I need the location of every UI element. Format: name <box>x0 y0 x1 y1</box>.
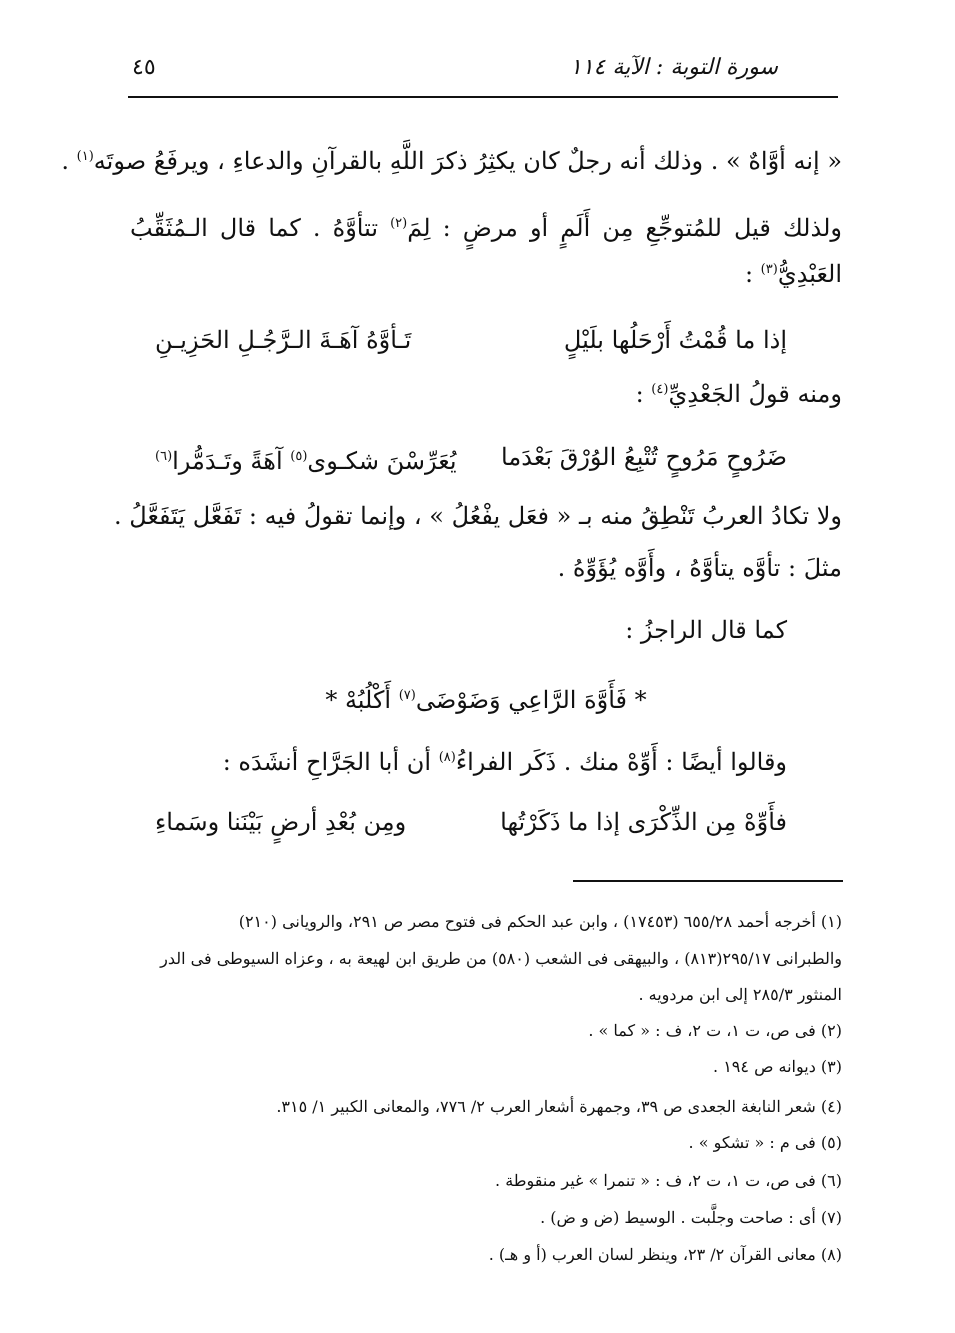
footnote: (٨) معانى القرآن ٢/ ٢٣، وينظر لسان العرب (أ و هـ) . <box>488 1245 842 1264</box>
footnote: (٤) شعر النابغة الجعدى ص ٣٩، وجمهرة أشعار العرب ٢/ ٧٧٦، والمعانى الكبير ١/ ٣١٥. <box>276 1097 842 1116</box>
footnote-ref: (٧) <box>398 688 416 703</box>
footnote: المنثور ٢٨٥/٣ إلى ابن مردويه . <box>638 985 842 1004</box>
footnote-ref: (٦) <box>155 449 173 464</box>
footnote-ref: (١) <box>76 149 94 164</box>
footnote: (٥) فى م : « تشكو » . <box>688 1133 842 1152</box>
body-line-5: ومنه قولُ الجَعْدِيِّ$^{(٤)}$ : <box>635 380 842 408</box>
verse-hemistich-first: ضَرُوحٍ مَرُوحٍ تُتْبِعُ الوُرْقَ بَعْدَما <box>501 443 787 471</box>
body-line-1: « إنه أوَّاهٌ » . وذلك أنه رجلٌ كان يكثِرُ ذكرَ اللَّهِ بالقرآنِ والدعاءِ ، ويرفَعُ صوتَه$^{(١)}$ . <box>61 147 842 175</box>
footnote: (٢) فى ص، ت ١، ت ٢، ف : « كما » . <box>588 1021 842 1040</box>
page-number: ٤٥ <box>132 55 156 80</box>
footnote: (٦) فى ص، ت ١، ت ٢، ف : « تنمرا » غير منقوطة . <box>495 1171 842 1190</box>
header-rule <box>128 96 838 98</box>
footnote-ref: (٢) <box>390 216 408 231</box>
footnote-ref: (٣) <box>760 262 778 277</box>
verse-hemistich-first: فأَوِّهْ مِن الذِّكْرَى إذا ما ذَكَرْتُها <box>500 808 787 836</box>
footnote-ref: (٥) <box>290 449 308 464</box>
running-header <box>128 55 838 89</box>
footnote-ref: (٤) <box>651 382 669 397</box>
footnote: (١) أخرجه أحمد ٦٥٥/٢٨ (١٧٤٥٣) ، وابن عبد الحكم فى فتوح مصر ص ٢٩١، والرويانى (٢١٠) <box>238 912 842 931</box>
body-line-3: العَبْدِيُّ$^{(٣)}$ : <box>744 260 842 288</box>
verse-hemistich-second: ومِن بُعْدِ أرضٍ بَيْنَنا وسَماءِ <box>155 808 407 836</box>
body-line-9: كما قال الراجزُ : <box>625 616 787 644</box>
verse-hemistich-second: يُعَرِّسْنَ شكـوى$^{(٥)}$ آهَةً وتَـدَمُّرا$^{(٦)}$ <box>155 447 457 475</box>
verse-hemistich-first: إذا ما قُمْتُ أَرْحَلُها بلَيْلٍ <box>563 326 787 354</box>
body-line-8: مثلَ : تأوَّه يتأوَّهُ ، وأَوَّه يُؤَوِّهُ . <box>557 554 842 582</box>
verse-hemistich-second: تَـأوَّهُ آهَـةَ الـرَّجُـلِ الحَزِيـنِ <box>155 326 412 354</box>
footnote-ref: (٨) <box>438 750 456 765</box>
body-line-7: ولا تكادُ العربُ تَنْطِقُ منه بـ « فعَل يفْعُلُ » ، وإنما تقولُ فيه : تَفَعَّل يَتَفَعَّلُ . <box>114 502 842 530</box>
footnote: (٧) أى : صاحت وجلَّبت . الوسيط (ض و ض) . <box>540 1208 842 1227</box>
footnote: (٣) ديوانه ص ١٩٤ . <box>713 1057 842 1076</box>
body-line-2: ولذلك قيل للمُتوجِّعِ مِن أَلَمٍ أو مرضٍ : لِمَ$^{(٢)}$ تتأوَّهُ . كما قال الـمُثَقِّبُ <box>130 214 842 242</box>
rajaz-verse: * فَأَوَّهَ الرَّاعِي وَضَوْضَى$^{(٧)}$ أَكْلُبُهْ * <box>325 686 647 714</box>
header-title: سورة التوبة : الآية ١١٤ <box>569 55 778 80</box>
body-line-11: وقالوا أيضًا : أَوِّهْ منك . ذَكَر الفراءُ$^{(٨)}$ أن أبا الجَرَّاحِ أنشَدَه : <box>222 748 787 776</box>
footnote: والطبرانى ٢٩٥/١٧(٨١٣) ، والبيهقى فى الشعب (٥٨٠) من طريق ابن لهيعة به ، وعزاه السيوطى فى الدر <box>160 949 842 968</box>
footnote-separator <box>573 880 843 882</box>
